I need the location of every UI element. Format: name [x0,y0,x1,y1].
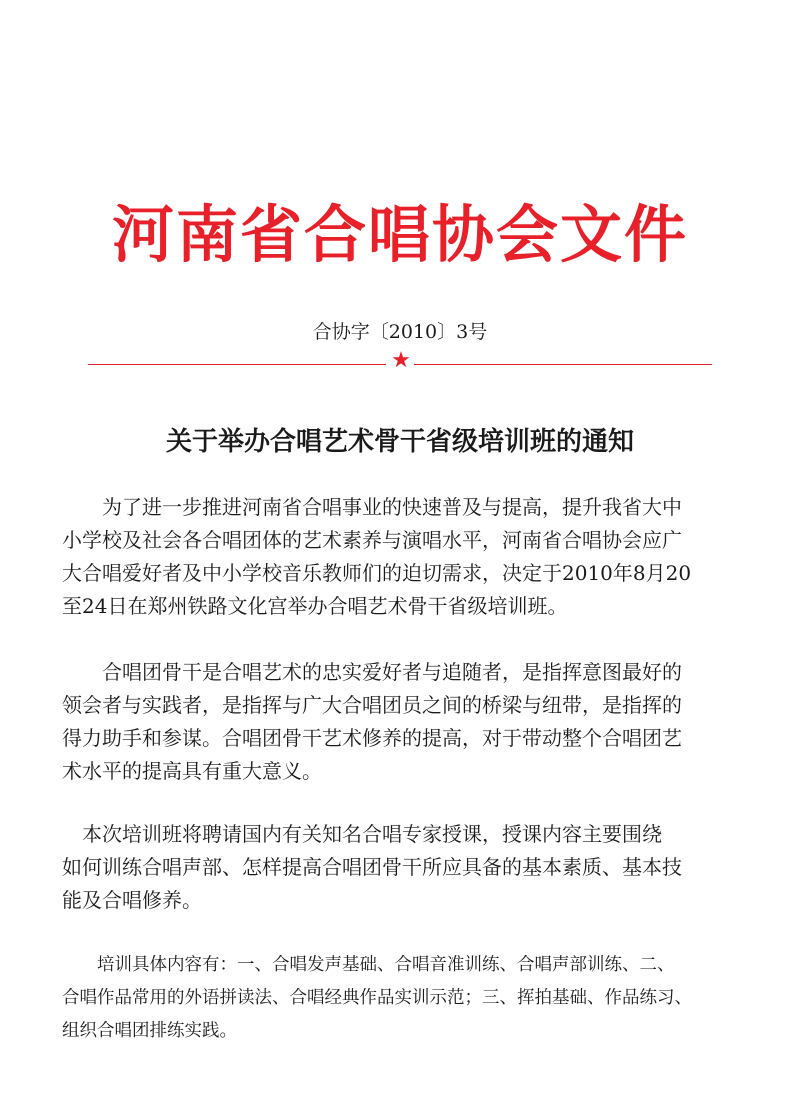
paragraph-line: 能及合唱修养。 [62,888,202,912]
paragraph-line: 术水平的提高具有重大意义。 [62,759,322,783]
paragraph-2 [62,656,742,788]
paragraph-line: 本次培训班将聘请国内有关知名合唱专家授课，授课内容主要围绕 [62,822,662,846]
paragraph-line: 为了进一步推进河南省合唱事业的快速普及与提高，提升我省大中 [62,495,682,519]
paragraph-line: 合唱团骨干是合唱艺术的忠实爱好者与追随者，是指挥意图最好的 [62,660,682,684]
paragraph-line: 组织合唱团排练实践。 [62,1021,237,1041]
paragraph-1 [62,491,742,623]
paragraph-line: 培训具体内容有：一、合唱发声基础、合唱音准训练、合唱声部训练、二、 [62,955,675,975]
notice-title: 关于举办合唱艺术骨干省级培训班的通知 [165,427,634,457]
paragraph-4 [62,949,742,1048]
paragraph-line: 如何训练合唱声部、怎样提高合唱团骨干所应具备的基本素质、基本技 [62,855,682,879]
paragraph-3 [62,818,742,917]
star-icon: ★ [391,348,411,373]
document-number: 合协字〔2010〕3号 [312,321,488,343]
paragraph-line: 大合唱爱好者及中小学校音乐教师们的迫切需求，决定于2010年8月20 [62,561,692,585]
paragraph-line: 至24日在郑州铁路文化宫举办合唱艺术骨干省级培训班。 [62,594,568,618]
header-rule-left [88,364,386,365]
document-header-title: 河南省合唱协会文件 [111,198,688,271]
paragraph-line: 领会者与实践者，是指挥与广大合唱团员之间的桥梁与纽带，是指挥的 [62,693,682,717]
paragraph-line: 合唱作品常用的外语拼读法、合唱经典作品实训示范；三、挥拍基础、作品练习、 [62,988,692,1008]
paragraph-line: 小学校及社会各合唱团体的艺术素养与演唱水平，河南省合唱协会应广 [62,528,682,552]
header-rule-right [414,364,712,365]
paragraph-line: 得力助手和参谋。合唱团骨干艺术修养的提高，对于带动整个合唱团艺 [62,726,682,750]
